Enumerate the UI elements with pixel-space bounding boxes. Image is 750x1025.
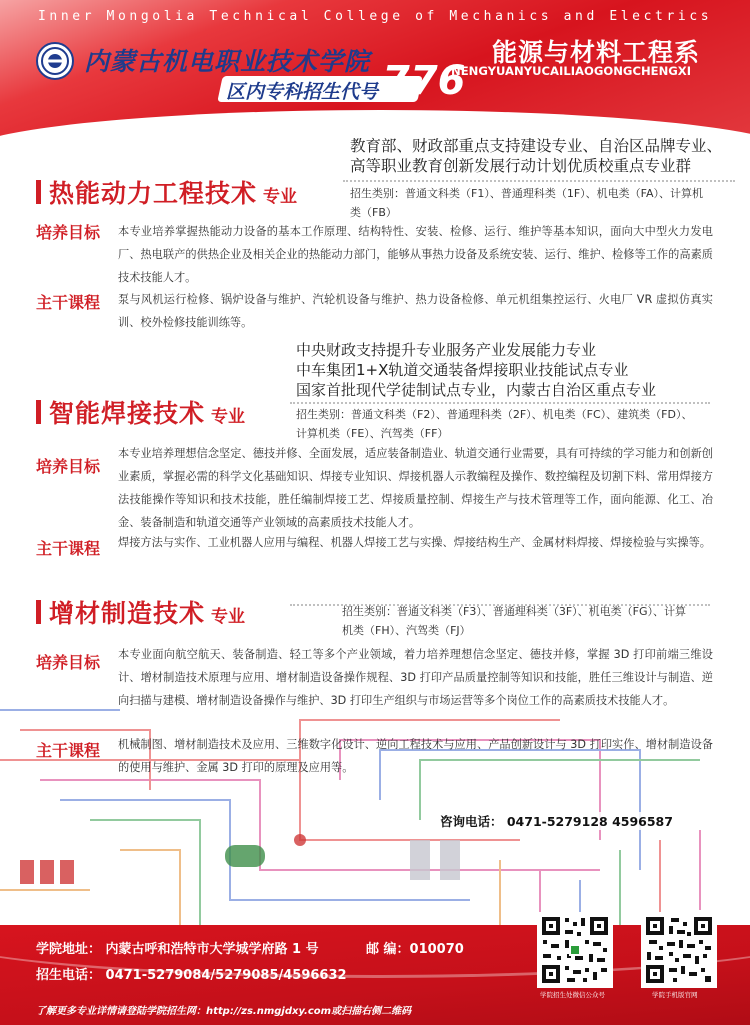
- enroll-code: 776: [382, 58, 466, 104]
- program-2-heading: [36, 394, 245, 430]
- program-suffix: 专业: [263, 187, 298, 207]
- program-3-categories: 招生类别：普通文科类（F3）、普通理科类（3F）、机电类（FG）、计算机类（FH）、汽驾类（FJ）: [342, 605, 687, 637]
- support-line: 高等职业教育创新发展行动计划优质校重点专业群: [350, 157, 692, 175]
- course-label: 主干课程: [36, 293, 101, 312]
- course-label: 主干课程: [36, 539, 101, 558]
- college-english-name: Inner Mongolia Technical College of Mechanics and Electrics: [38, 9, 713, 24]
- goal-text: 本专业面向航空航天、装备制造、轻工等多个产业领域，着力培养理想信念坚定、德技并修，掌握 3D 打印前端三维设计、增材制造技术原理与应用、增材制造设备操作规程、3D 打印产品质量控制等知识和技能，胜任三维设计与制造、逆向扫描与建模、增材制造设备操作与维护、3D 打印生产组织与市场运营等多个岗位工作的高素质技术技能人才。: [118, 648, 713, 707]
- postcode: 邮 编：010070: [366, 942, 464, 957]
- program-2-support: [296, 340, 656, 400]
- support-line: 中央财政支持提升专业服务产业发展能力专业: [296, 341, 597, 359]
- course-text: 泵与风机运行检修、锅炉设备与维护、汽轮机设备与维护、热力设备检修、单元机组集控运行、火电厂 VR 虚拟仿真实训、校外检修技能训练等。: [118, 293, 713, 329]
- heading-rule: [343, 180, 735, 182]
- program-1-support: [350, 136, 722, 176]
- goal-label: 培养目标: [36, 457, 101, 476]
- heading-rule: [290, 402, 710, 404]
- college-address: 学院地址： 内蒙古呼和浩特市大学城学府路 1 号: [36, 942, 319, 957]
- qr-code-mobile-site-icon: [641, 912, 717, 988]
- college-logo-icon: [36, 42, 74, 80]
- goal-text: 本专业培养掌握热能动力设备的基本工作原理、结构特性、安装、检修、运行、维护等基本知识，面向大中型火力发电厂、热电联产的供热企业及相关企业的热能动力部门，能够从事热力设备及系统安装、运行、维护、检修等工作的高素质技术技能人才。: [118, 225, 713, 284]
- program-2-categories: 招生类别：普通文科类（F2）、普通理科类（2F）、机电类（FC）、建筑类（FD）、计算机类（FE）、汽驾类（FF）: [296, 408, 693, 440]
- qr-caption-mobile: 学院手机版官网: [652, 991, 698, 999]
- course-text: 焊接方法与实作、工业机器人应用与编程、机器人焊接工艺与实操、焊接结构生产、金属材料焊接、焊接检验与实操等。: [118, 536, 711, 549]
- program-1-categories: 招生类别：普通文科类（F1）、普通理科类（1F）、机电类（FA）、计算机类（FB）: [350, 187, 703, 219]
- qr-caption-wechat: 学院招生处微信公众号: [540, 991, 605, 999]
- college-name: 内蒙古机电职业技术学院: [84, 47, 371, 76]
- department-name: 能源与材料工程系: [492, 38, 701, 67]
- goal-text: 本专业培养理想信念坚定、德技并修、全面发展，适应装备制造业、轨道交通行业需要，具有可持续的学习能力和创新创业素质，掌握必需的科学文化基础知识、焊接专业知识、焊接机器人示教编程及操作、数控编程及切割下料、常用焊接方法技能操作等知识和技术技能，胜任编制焊接工艺、焊接质量控制、焊接生产与技术管理等工作，面向能源、化工、冶金、装备制造和轨道交通等产业领域的高素质技术技能人才。: [118, 447, 713, 529]
- more-info-link[interactable]: 了解更多专业详情请登陆学院招生网：http://zs.nmgjdxy.com或扫描右侧二维码: [36, 1006, 412, 1017]
- program-title: 智能焊接技术: [49, 399, 206, 428]
- program-title: 增材制造技术: [49, 599, 206, 628]
- program-title: 热能动力工程技术: [49, 179, 258, 208]
- heading-bar: [36, 600, 41, 624]
- support-line: 教育部、财政部重点支持建设专业、自治区品牌专业、: [350, 137, 723, 155]
- goal-label: 培养目标: [36, 223, 101, 242]
- consult-phone: 咨询电话： 0471-5279128 4596587: [440, 814, 673, 829]
- department-pinyin: NENGYUANYUCAILIAOGONGCHENGXI: [451, 64, 692, 78]
- enroll-label: 区内专科招生代号: [226, 81, 379, 103]
- course-label: 主干课程: [36, 741, 101, 760]
- program-suffix: 专业: [211, 607, 246, 627]
- course-text: 机械制图、增材制造技术及应用、三维数字化设计、逆向工程技术与应用、产品创新设计与 3D 打印实作、增材制造设备的使用与维护、金属 3D 打印的原理及应用等。: [118, 738, 713, 774]
- program-3-heading: [36, 594, 245, 630]
- heading-bar: [36, 180, 41, 204]
- admission-phone: 招生电话： 0471-5279084/5279085/4596632: [36, 968, 347, 983]
- program-suffix: 专业: [211, 407, 246, 427]
- program-1-heading: [36, 174, 297, 210]
- support-line: 国家首批现代学徒制试点专业，内蒙古自治区重点专业: [296, 381, 657, 399]
- qr-code-wechat-icon: [537, 912, 613, 988]
- support-line: 中车集团1+X轨道交通装备焊接职业技能试点专业: [296, 361, 629, 379]
- goal-label: 培养目标: [36, 653, 101, 672]
- heading-bar: [36, 400, 41, 424]
